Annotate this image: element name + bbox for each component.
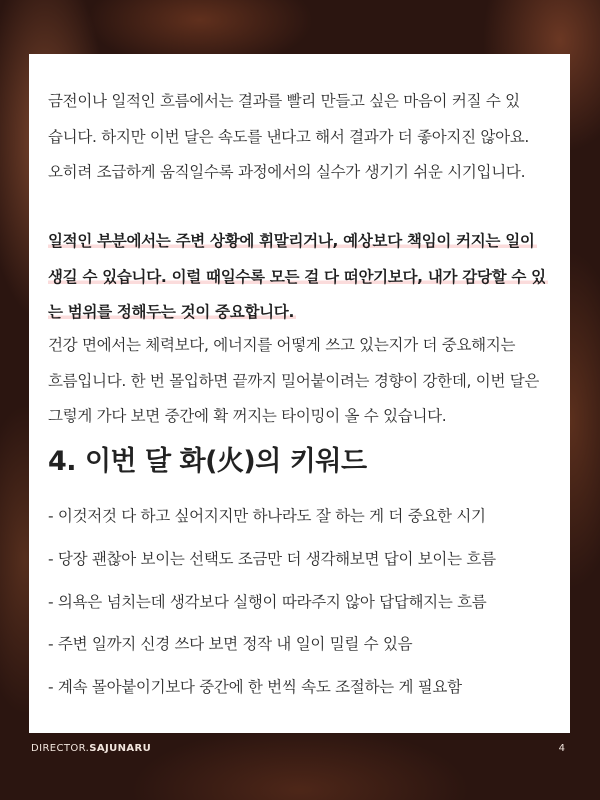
section-title-element: 화(火) — [179, 446, 256, 477]
keyword-item: - 당장 괜찮아 보이는 선택도 조금만 더 생각해보면 답이 보이는 흐름 — [48, 549, 496, 568]
section-title-word: 키워드 — [289, 446, 367, 477]
paragraph-line: 금전이나 일적인 흐름에서는 결과를 빨리 만들고 싶은 마음이 커질 수 있 — [48, 92, 520, 110]
paragraph-highlighted-work — [48, 224, 560, 331]
keyword-item: - 계속 몰아붙이기보다 중간에 한 번씩 속도 조절하는 게 필요함 — [48, 678, 462, 697]
section-title-pre: 이번 달 — [84, 446, 171, 477]
brand-prefix: DIRECTOR. — [31, 743, 90, 754]
highlighted-line: 는 범위를 정해두는 것이 중요합니다. — [48, 303, 295, 321]
keyword-item: - 의욕은 넘치는데 생각보다 실행이 따라주지 않아 답답해지는 흐름 — [48, 592, 487, 611]
keyword-item: - 이것저것 다 하고 싶어지지만 하나라도 잘 하는 게 더 중요한 시기 — [48, 507, 486, 525]
keyword-list — [48, 505, 496, 719]
paragraph-line: 건강 면에서는 체력보다, 에너지를 어떻게 쓰고 있는지가 더 중요해지는 — [48, 336, 516, 354]
paragraph-line: 습니다. 하지만 이번 달은 속도를 낸다고 해서 결과가 더 좋아지진 않아요. — [48, 127, 530, 146]
section-title-particle: 의 — [255, 446, 281, 477]
section-heading — [48, 439, 367, 478]
paragraph-money-work — [48, 84, 560, 191]
brand-name: SAJUNARU — [89, 743, 152, 754]
section-number: 4. — [48, 446, 77, 477]
paragraph-line: 흐름입니다. 한 번 몰입하면 끝까지 밀어붙이려는 경향이 강한데, 이번 달은 — [48, 371, 540, 390]
paragraph-health — [48, 328, 560, 435]
keyword-item: - 주변 일까지 신경 쓰다 보면 정작 내 일이 밀릴 수 있음 — [48, 635, 413, 654]
highlighted-line: 생길 수 있습니다. 이럴 때일수록 모든 걸 다 떠안기보다, 내가 감당할 수 있 — [48, 267, 546, 286]
page-number: 4 — [558, 743, 565, 754]
content-card — [29, 54, 570, 733]
paragraph-line: 오히려 조급하게 움직일수록 과정에서의 실수가 생기기 쉬운 시기입니다. — [48, 163, 526, 181]
highlighted-line: 일적인 부분에서는 주변 상황에 휘말리거나, 예상보다 책임이 커지는 일이 — [48, 232, 535, 250]
brand-footer — [31, 743, 151, 754]
paragraph-line: 그렇게 가다 보면 중간에 확 꺼지는 타이밍이 올 수 있습니다. — [48, 407, 447, 425]
